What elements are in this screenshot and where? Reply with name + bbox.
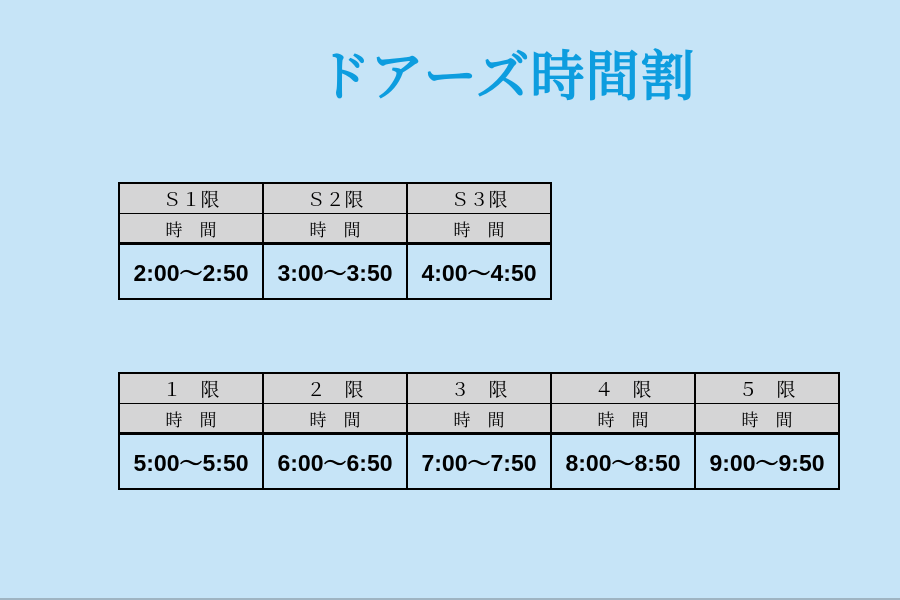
num-time-label-row [119,404,839,434]
time-value-cell: 5:00～5:50 [119,434,263,490]
time-label-cell: 時 間 [695,404,839,434]
num-time-value-row [119,434,839,490]
s-time-value-row [119,244,551,300]
time-label-cell: 時 間 [407,404,551,434]
period-header-cell: Ｓ１限 [119,183,263,214]
time-label-cell: 時 間 [551,404,695,434]
time-value-cell: 3:00～3:50 [263,244,407,300]
time-label-cell: 時 間 [263,404,407,434]
s-period-header-row [119,183,551,214]
period-header-cell: １ 限 [119,373,263,404]
s-time-label-row [119,214,551,244]
time-value-cell: 9:00～9:50 [695,434,839,490]
time-value-cell: 8:00～8:50 [551,434,695,490]
period-header-cell: Ｓ３限 [407,183,551,214]
period-header-cell: Ｓ２限 [263,183,407,214]
time-label-cell: 時 間 [119,404,263,434]
time-label-cell: 時 間 [407,214,551,244]
s-period-timetable [118,182,552,300]
time-label-cell: 時 間 [119,214,263,244]
period-header-cell: ３ 限 [407,373,551,404]
numbered-period-timetable [118,372,840,490]
time-value-cell: 2:00～2:50 [119,244,263,300]
page-title: ドアーズ時間割 [316,47,696,107]
period-header-cell: ４ 限 [551,373,695,404]
period-header-cell: ２ 限 [263,373,407,404]
time-value-cell: 7:00～7:50 [407,434,551,490]
time-label-cell: 時 間 [263,214,407,244]
time-value-cell: 4:00～4:50 [407,244,551,300]
period-header-cell: ５ 限 [695,373,839,404]
num-period-header-row [119,373,839,404]
time-value-cell: 6:00～6:50 [263,434,407,490]
